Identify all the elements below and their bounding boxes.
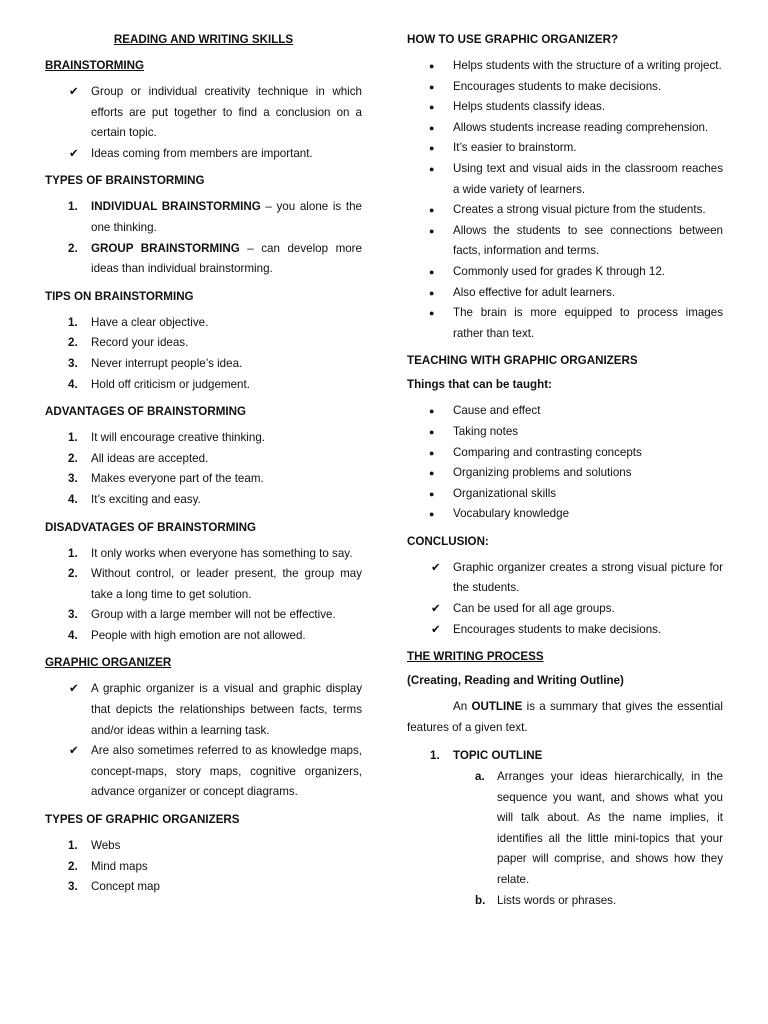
bullet-icon: ● [429, 509, 435, 520]
how-to-heading: HOW TO USE GRAPHIC ORGANIZER? [407, 33, 619, 46]
bullet-icon: ● [429, 308, 435, 319]
advantages-list [45, 428, 362, 510]
list-item: 1. Have a clear objective. [68, 315, 209, 329]
list-item: ● Organizing problems and solutions [407, 463, 723, 484]
list-item: b. Lists words or phrases. [475, 893, 617, 907]
types-brainstorming-heading: TYPES OF BRAINSTORMING [45, 174, 205, 188]
bullet-icon: ● [429, 468, 435, 479]
bullet-icon: ● [429, 447, 435, 458]
list-item: ✔ Can be used for all age groups. [407, 599, 723, 620]
bullet-icon: ● [429, 81, 435, 92]
list-item: 3. Makes everyone part of the team. [68, 472, 264, 486]
list-item: ● Comparing and contrasting concepts [407, 443, 723, 464]
graphic-organizer-list [45, 679, 362, 803]
check-icon: ✔ [69, 146, 79, 160]
conclusion-list [407, 558, 723, 640]
bullet-icon: ● [429, 102, 435, 113]
brainstorming-list [45, 82, 362, 164]
list-item: ● Allows students increase reading comprehension. [407, 118, 723, 139]
list-item: ● The brain is more equipped to process images rather than text. [407, 303, 723, 344]
teaching-heading: TEACHING WITH GRAPHIC ORGANIZERS [407, 354, 638, 368]
list-item: ● Vocabulary knowledge [407, 504, 723, 525]
how-to-list [407, 56, 723, 344]
bullet-icon: ● [429, 163, 435, 174]
types-graphic-organizers-list [45, 836, 362, 898]
document-title: READING AND WRITING SKILLS [113, 33, 294, 46]
list-item: ● Using text and visual aids in the classroom reaches a wide variety of learners. [407, 159, 723, 200]
check-icon: ✔ [431, 622, 441, 636]
list-item: ● Organizational skills [407, 484, 723, 505]
types-brainstorming-list [45, 197, 362, 279]
bullet-icon: ● [429, 406, 435, 417]
list-item: 1. INDIVIDUAL BRAINSTORMING – you alone is the one thinking. [68, 200, 362, 234]
list-item: 2. Record your ideas. [68, 336, 189, 350]
list-item: a. Arranges your ideas hierarchically, in the sequence you want, and shows what you will talk about. As the name implies, it identifies all the little mini-topics that your paper will comprise, and shows how they relate. [475, 770, 723, 886]
bullet-icon: ● [429, 287, 435, 298]
teaching-list [407, 401, 723, 525]
list-item: 4. It’s exciting and easy. [68, 492, 201, 506]
writing-process-subheading: (Creating, Reading and Writing Outline) [407, 674, 624, 688]
list-item: ● Taking notes [407, 422, 723, 443]
list-item: ✔ Are also sometimes referred to as knowledge maps, concept-maps, story maps, cognitive organizers, advance organizer or concept diagrams. [45, 741, 362, 803]
disadvantages-heading: DISADVATAGES OF BRAINSTORMING [45, 520, 257, 534]
bullet-icon: ● [429, 488, 435, 499]
list-item: ● Allows the students to see connections between facts, information and terms. [407, 221, 723, 262]
bullet-icon: ● [429, 205, 435, 216]
check-icon: ✔ [69, 85, 79, 98]
advantages-heading: ADVANTAGES OF BRAINSTORMING [45, 405, 246, 419]
list-item: ✔ Group or individual creativity technique in which efforts are put together to find a conclusion on a certain topic. [45, 82, 362, 144]
list-item: 1. TOPIC OUTLINE [430, 749, 543, 763]
check-icon: ✔ [431, 602, 441, 616]
list-item: 2. All ideas are accepted. [68, 451, 209, 465]
list-item: 3. Never interrupt people’s idea. [68, 356, 243, 370]
list-item: ✔ A graphic organizer is a visual and graphic display that depicts the relationships between facts, terms and/or ideas within a learning task. [45, 679, 362, 741]
list-item: 1. Webs [68, 839, 121, 853]
brainstorming-heading: BRAINSTORMING [45, 59, 144, 72]
list-item: ● It’s easier to brainstorm. [407, 138, 723, 159]
list-item: ✔ Encourages students to make decisions. [407, 620, 723, 641]
check-icon: ✔ [431, 560, 441, 574]
list-item: ● Cause and effect [407, 401, 723, 422]
outline-type-list [407, 746, 723, 767]
topic-outline-sublist [407, 767, 723, 911]
bullet-icon: ● [429, 122, 435, 133]
list-item: 4. Hold off criticism or judgement. [68, 377, 250, 391]
list-item: 4. People with high emotion are not allowed. [68, 628, 306, 642]
list-item: 2. GROUP BRAINSTORMING – can develop more ideas than individual brainstorming. [68, 241, 362, 276]
disadvantages-list [45, 544, 362, 647]
bullet-icon: ● [429, 61, 435, 71]
list-item: ● Helps students classify ideas. [407, 97, 723, 118]
list-item: ● Creates a strong visual picture from the students. [407, 200, 723, 221]
list-item: ● Also effective for adult learners. [407, 283, 723, 304]
list-item: ✔ Ideas coming from members are important. [45, 144, 362, 165]
list-item: ● Helps students with the structure of a writing project. [407, 56, 723, 77]
bullet-icon: ● [429, 225, 435, 236]
list-item: 1. It will encourage creative thinking. [68, 431, 265, 445]
conclusion-heading: CONCLUSION: [407, 534, 489, 548]
list-item: 1. It only works when everyone has something to say. [68, 546, 353, 560]
list-item: 3. Group with a large member will not be effective. [68, 608, 336, 622]
list-item: ● Encourages students to make decisions. [407, 77, 723, 98]
right-column [407, 30, 723, 918]
check-icon: ✔ [69, 744, 79, 758]
bullet-icon: ● [429, 266, 435, 277]
tips-heading: TIPS ON BRAINSTORMING [45, 289, 194, 303]
list-item: 2. Without control, or leader present, the group may take a long time to get solution. [68, 567, 362, 601]
check-icon: ✔ [69, 682, 79, 696]
list-item: ● Commonly used for grades K through 12. [407, 262, 723, 283]
list-item: 3. Concept map [68, 880, 160, 894]
list-item: ✔ Graphic organizer creates a strong visual picture for the students. [407, 558, 723, 599]
bullet-icon: ● [429, 143, 435, 154]
graphic-organizer-heading: GRAPHIC ORGANIZER [45, 656, 172, 670]
list-item: 2. Mind maps [68, 859, 148, 873]
bullet-icon: ● [429, 426, 435, 437]
writing-process-heading: THE WRITING PROCESS [407, 650, 544, 664]
teaching-subheading: Things that can be taught: [407, 378, 552, 392]
outline-paragraph: An OUTLINE is a summary that gives the essential features of a given text. [407, 700, 723, 734]
tips-list [45, 313, 362, 395]
left-column [45, 30, 362, 905]
types-graphic-organizers-heading: TYPES OF GRAPHIC ORGANIZERS [45, 813, 240, 827]
